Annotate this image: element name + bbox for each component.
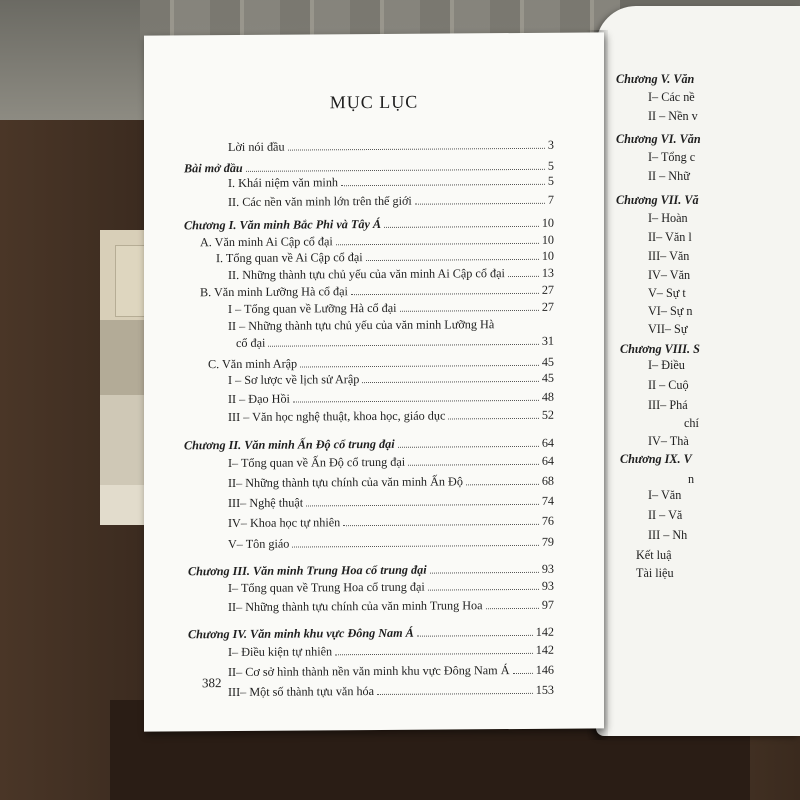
toc-entry-page: 79 bbox=[541, 534, 554, 549]
toc-entry bbox=[228, 489, 554, 511]
page-title: MỤC LỤC bbox=[329, 91, 419, 113]
toc-entry: II – Vă bbox=[648, 508, 683, 522]
toc-leader-dots bbox=[415, 203, 545, 205]
toc-entry-page: 146 bbox=[535, 662, 554, 677]
toc-entry: VII– Sự bbox=[648, 322, 688, 336]
toc-entry-page: 52 bbox=[541, 407, 554, 422]
toc-chapter-entry: Chương VIII. S bbox=[620, 342, 700, 356]
toc-entry-label: II – Những thành tựu chủ yếu của văn minh Lưỡng Hà bbox=[228, 317, 495, 334]
toc-entry-label: Chương II. Văn minh Ấn Độ cổ trung đại bbox=[184, 436, 395, 453]
toc-entry-label: B. Văn minh Lưỡng Hà cổ đại bbox=[200, 284, 348, 300]
toc-leader-dots bbox=[428, 589, 539, 591]
toc-leader-dots bbox=[292, 545, 538, 548]
page-number: 382 bbox=[202, 675, 222, 691]
toc-leader-dots bbox=[288, 148, 545, 151]
toc-leader-dots bbox=[448, 418, 538, 420]
right-page bbox=[596, 6, 800, 736]
toc-entry-label: Chương IV. Văn minh khu vực Đông Nam Á bbox=[188, 625, 414, 642]
toc-entry-page: 76 bbox=[541, 513, 554, 528]
toc-leader-dots bbox=[417, 635, 533, 637]
toc-entry: Kết luậ bbox=[636, 548, 672, 562]
toc-entry: VI– Sự n bbox=[648, 304, 693, 318]
toc-entry: III– Văn bbox=[648, 249, 690, 263]
toc-entry: I– Hoàn bbox=[648, 211, 688, 225]
toc-entry bbox=[228, 638, 554, 660]
toc-entry bbox=[228, 530, 554, 552]
toc-entry-label: II– Những thành tựu chính của văn minh Ấn Độ bbox=[228, 474, 463, 491]
toc-entry-page: 31 bbox=[541, 333, 554, 348]
toc-entry-page: 64 bbox=[541, 453, 554, 468]
toc-entry bbox=[236, 329, 554, 351]
toc-entry-page: 93 bbox=[541, 578, 554, 593]
toc-entry-label: II – Đạo Hồi bbox=[228, 391, 290, 407]
toc-entry-page: 10 bbox=[541, 232, 554, 247]
toc-leader-dots bbox=[513, 673, 533, 674]
toc-entry-label: cổ đại bbox=[236, 335, 266, 350]
toc-entry bbox=[228, 403, 554, 425]
toc-entry-label: I– Tổng quan về Ấn Độ cổ trung đại bbox=[228, 454, 406, 471]
toc-entry: III – Nh bbox=[648, 528, 688, 542]
toc-entry: Tài liệu bbox=[636, 566, 674, 580]
toc-entry-page: 48 bbox=[541, 389, 554, 404]
toc-entry: II– Văn l bbox=[648, 230, 692, 244]
toc-leader-dots bbox=[268, 344, 538, 347]
toc-leader-dots bbox=[486, 608, 539, 609]
toc-chapter-entry: Chương V. Văn bbox=[616, 72, 695, 86]
toc-entry bbox=[228, 658, 554, 680]
toc-entry-label: I – Sơ lược về lịch sử Arập bbox=[228, 372, 360, 388]
toc-chapter-entry: Chương VII. Vă bbox=[616, 193, 699, 207]
toc-entry-page: 97 bbox=[541, 597, 554, 612]
toc-entry-label: V– Tôn giáo bbox=[228, 536, 290, 552]
toc-entry-page: 3 bbox=[547, 137, 554, 152]
toc-entry-page: 68 bbox=[541, 473, 554, 488]
toc-entry-label: C. Văn minh Arập bbox=[208, 356, 298, 372]
toc-entry-label: III– Nghệ thuật bbox=[228, 495, 304, 511]
toc-entry-page: 10 bbox=[541, 248, 554, 263]
toc-entry bbox=[228, 509, 554, 531]
toc-entry: III– Phá bbox=[648, 398, 688, 412]
toc-leader-dots bbox=[408, 464, 539, 466]
toc-entry-label: II. Các nền văn minh lớn trên thế giới bbox=[228, 193, 412, 210]
toc-entry-page: 13 bbox=[541, 265, 554, 280]
toc-entry-label: A. Văn minh Ai Cập cổ đại bbox=[200, 234, 333, 250]
toc-entry: V– Sự t bbox=[648, 286, 686, 300]
toc-leader-dots bbox=[343, 524, 539, 526]
toc-entry-label: II. Những thành tựu chủ yếu của văn minh Ai Cập cổ đại bbox=[228, 266, 505, 283]
toc-entry: II – Cuộ bbox=[648, 378, 689, 392]
toc-entry: I– Các nề bbox=[648, 90, 695, 104]
toc-leader-dots bbox=[306, 504, 539, 507]
toc-entry-label: I– Tổng quan về Trung Hoa cổ trung đại bbox=[228, 579, 425, 596]
toc-leader-dots bbox=[362, 381, 538, 383]
toc-entry-page: 93 bbox=[541, 561, 554, 576]
toc-entry bbox=[228, 469, 554, 491]
toc-entry-label: II– Cơ sở hình thành nền văn minh khu vực Đông Nam Á bbox=[228, 663, 510, 680]
toc-entry-label: Chương III. Văn minh Trung Hoa cổ trung đại bbox=[188, 562, 427, 579]
toc-entry: IV– Thà bbox=[648, 434, 689, 448]
toc-entry bbox=[228, 133, 554, 155]
toc-entry bbox=[228, 449, 554, 471]
toc-entry-page: 153 bbox=[535, 682, 554, 697]
toc-entry: I– Tổng c bbox=[648, 150, 696, 164]
toc-entry bbox=[228, 593, 554, 615]
toc-entry-label: Chương I. Văn minh Bắc Phi và Tây Á bbox=[184, 216, 382, 233]
toc-entry bbox=[228, 188, 554, 210]
toc-entry-page: 27 bbox=[541, 299, 554, 314]
toc-entry-page: 45 bbox=[541, 354, 554, 369]
toc-leader-dots bbox=[341, 184, 545, 186]
toc-entry-page: 142 bbox=[535, 624, 554, 639]
toc-entry: IV– Văn bbox=[648, 268, 691, 282]
toc-entry-label: Lời nói đầu bbox=[228, 139, 285, 155]
toc-leader-dots bbox=[377, 693, 533, 695]
toc-entry: I– Điều bbox=[648, 358, 685, 372]
toc-leader-dots bbox=[335, 653, 533, 655]
toc-entry-page: 142 bbox=[535, 642, 554, 657]
toc-entry-label: IV– Khoa học tự nhiên bbox=[228, 515, 341, 531]
toc-entry-page: 27 bbox=[541, 282, 554, 297]
toc-entry-page: 10 bbox=[541, 215, 554, 230]
toc-entry-label: I– Điều kiện tự nhiên bbox=[228, 644, 333, 660]
toc-entry: II – Nền v bbox=[648, 109, 698, 123]
toc-entry: n bbox=[688, 472, 695, 486]
toc-entry-label: I. Tổng quan về Ai Cập cổ đại bbox=[216, 250, 363, 266]
toc-entry-page: 5 bbox=[547, 173, 554, 188]
toc-entry: II – Nhữ bbox=[648, 169, 690, 183]
toc-entry-page: 64 bbox=[541, 435, 554, 450]
toc-chapter-entry: Chương VI. Văn bbox=[616, 132, 701, 146]
toc-entry-page: 5 bbox=[547, 158, 554, 173]
toc-chapter-entry: Chương IX. V bbox=[620, 452, 692, 466]
toc-leader-dots bbox=[398, 446, 539, 448]
toc-entry-label: I. Khái niệm văn minh bbox=[228, 175, 339, 191]
left-page bbox=[144, 32, 604, 731]
toc-entry-label: I – Tổng quan về Lưỡng Hà cổ đại bbox=[228, 300, 397, 317]
toc-entry-page: 74 bbox=[541, 493, 554, 508]
toc-entry-page: 45 bbox=[541, 370, 554, 385]
toc-entry-label: II– Những thành tựu chính của văn minh Trung Hoa bbox=[228, 598, 483, 615]
toc-entry: I– Văn bbox=[648, 488, 682, 502]
toc-entry bbox=[228, 678, 554, 700]
toc-entry-label: III– Một số thành tựu văn hóa bbox=[228, 683, 375, 700]
toc-leader-dots bbox=[466, 484, 539, 486]
toc-entry-label: III – Văn học nghệ thuật, khoa học, giáo dục bbox=[228, 408, 446, 425]
toc-entry-label: Bài mở đầu bbox=[184, 160, 243, 176]
toc-entry: chí bbox=[684, 416, 699, 430]
toc-entry-page: 7 bbox=[547, 192, 554, 207]
